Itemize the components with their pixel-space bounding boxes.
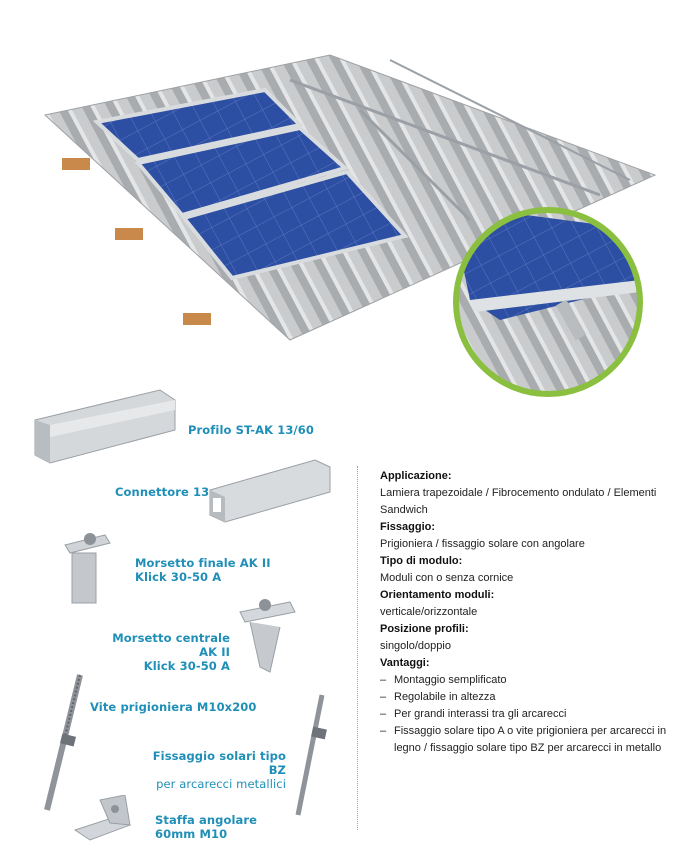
list-item: – Montaggio semplificato [380, 672, 680, 689]
spec-value: Moduli con o senza cornice [380, 572, 514, 584]
label-angle-bracket: Staffa angolare 60mm M10 [155, 813, 258, 841]
spec-value: verticale/orizzontale [380, 606, 478, 618]
label-connector: Connettore 13 [115, 485, 210, 499]
spec-value: singolo/doppio [380, 640, 451, 652]
label-middle-clamp: Morsetto centrale AK II Klick 30-50 A [112, 631, 230, 673]
end-clamp-image [60, 525, 120, 610]
roof-solar-illustration [0, 0, 687, 420]
label-bz-fastener: Fissaggio solari tipo BZ per arcarecci metallici [152, 749, 286, 791]
connector-image [205, 452, 335, 527]
wooden-batten [115, 228, 143, 240]
spec-heading: Tipo di modulo: [380, 555, 463, 567]
list-item: – Regolabile in altezza [380, 689, 680, 706]
spec-heading: Vantaggi: [380, 657, 430, 669]
wooden-batten [62, 158, 90, 170]
middle-clamp-image [235, 592, 300, 682]
label-rail-profile: Profilo ST-AK 13/60 [188, 423, 314, 437]
spec-heading: Orientamento moduli: [380, 589, 495, 601]
hanger-bolt-image [35, 670, 95, 815]
label-end-clamp: Morsetto finale AK II Klick 30-50 A [135, 556, 271, 584]
spec-heading: Fissaggio: [380, 521, 436, 533]
rail-profile-image [30, 385, 180, 480]
label-hanger-bolt: Vite prigioniera M10x200 [90, 700, 257, 714]
dotted-divider [357, 466, 358, 830]
list-item: – Fissaggio solare tipo A o vite prigioniera per arcarecci in legno / fissaggio solare tipo BZ per arcarecci in metallo [380, 723, 680, 757]
spec-heading: Posizione profili: [380, 623, 469, 635]
spec-heading: Applicazione: [380, 470, 452, 482]
advantages-list [380, 672, 680, 757]
spec-value: Lamiera trapezoidale / Fibrocemento ondulato / Elementi Sandwich [380, 487, 657, 516]
wooden-batten [183, 313, 211, 325]
specifications [380, 468, 680, 757]
angle-bracket-image [70, 795, 140, 850]
bz-fastener-image [290, 690, 335, 820]
list-item: – Per grandi interassi tra gli arcarecci [380, 706, 680, 723]
spec-value: Prigioniera / fissaggio solare con angolare [380, 538, 585, 550]
